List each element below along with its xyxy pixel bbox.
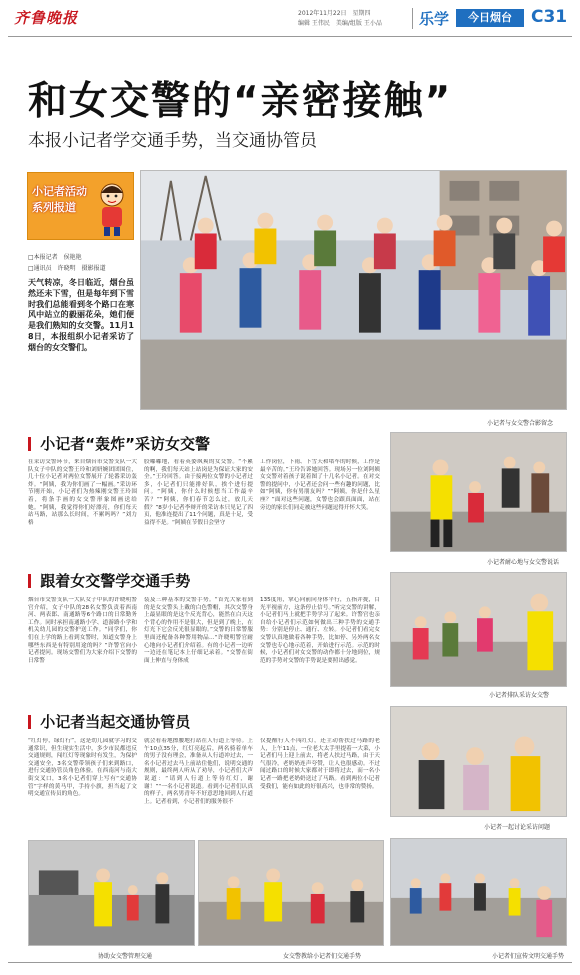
side-caption-3: 小记者一起讨论采访问题 [484,824,551,831]
photographer-credit: □通讯员 许晓明 摄影报道 [28,265,106,272]
side-caption-2: 小记者排队采访女交警 [489,692,550,699]
section-1-col-1: 在采访交警环节，来自烟台市交警支队一大队女子中队的交警王玲和刘妍婉团团围住，几十位小记者对两位女警展开了轮番采访轰炸。“阿姨，我为你们画了一幅画。”采访环节刚开始，小记者们为热辣刚交警王玲围着，将条手画的女交警形象图画送给她。“阿姨，我觉得你们好漂亮，你们每天站马路，站那么长时间，不累吗吗？”刘力格 [28,459,137,526]
reporter-credit: □本报记者 侯艳艳 [28,254,82,261]
section-2-col-1: 烟台市交警支队一大队女子中队的许晓明警官介绍，女子中队的28名女警负责着西南河、两表郎、南通路等6个路口的日常勤务工作。同时承担南通路小学、道游路小学和机关幼儿园的交警护送工作。“同学们，你们在上学的路上看到女警时，知道女警身上哪些东西是有特别用途的吗？”许警官向小记者提问。现场交警们为大家介绍下交警的日常警 [28,597,137,664]
date-line: 2012年11月22日 星期四 [298,10,371,17]
lead-paragraph: 天气转凉，冬日临近，烟台虽然还未下雪，但是每年到下雪时我们总能看到冬个路口在寒风中站立的毅丽花朵，她们便是我们熟知的女交警。11月18日，本报组织小记者采访了烟台的女交警们。 [28,278,134,352]
main-group-photo [140,170,567,410]
bottom-caption-1: 协助女交警管理交通 [98,953,153,960]
section-1-title-text: 小记者“轰炸”采访女交警 [40,435,210,453]
masthead-rule [8,36,572,37]
side-caption-1: 小记者耐心地与女交警说话 [487,559,560,566]
section-1-col-2: 胶嘟嘟地，看着英姿飒爽的女交警。“不累的啊，我们每天站上站岗是为保证大家的安全。”王玲回答。由于接两位女警的小记者过多，小记者们只能排好队，挨个进行提问。“阿姨，你什么时候想当工作最辛苦？”“阿姨，你们春节怎么过，放几天假？”8岁小记者李辩开的采访本只见记了四页，他准连提出了11个问题，真是十足，受益得不是。“阿姨在节假日会坚守 [144,459,253,526]
newspaper-logo: 齐鲁晚报 [14,9,79,27]
main-photo-caption: 小记者与女交警合影留念 [487,420,554,427]
section-1-title [28,433,210,454]
side-photo-3 [390,706,567,817]
section-2-col-3: 135度角，掌心向前向身体平行，五指并拢，目光平视前方，这条停止信号。”听完交警的讲解，小记者们马上就把手势学习了起来。许警官也亲自给小记者们示范如何做出三种手势的交通手势：分别是停止、通行、左转。小记者们看完女交警认真地做着各种手势，比如停、另外两名女交警也专心地示范着，开始进行示范。示范的时候，小记者们对女交警的动作都十分地到位，规范的手势对交警的手势说是要照出感觉。 [260,597,380,664]
side-photo-4 [390,838,567,946]
bottom-photo-2 [198,840,384,946]
section-3-title-text: 小记者当起交通协管员 [40,713,191,731]
section-title-accent [28,437,31,451]
subheadline: 本报小记者学交通手势，当交通协管员 [28,131,317,151]
section-1-col-3: 工作岗位，下雨、下雪天和堵车的时候，工作是最辛苦的。”王玲告诉她回答。现场另一位刘阿姨女交警对着孩子说着图了十几名小记者。在对交警的提问中，小记者还会问一些有趣的问题，比如“阿姨，你有男朋友吗？”“阿姨，你是什么星座？”面对这些问题，女警也会跟真面面，站在旁边的家长们同走被这些问题逗得开怀大笑。 [260,459,380,511]
side-photo-1 [390,432,567,552]
cartoon-child-icon [94,181,130,237]
section-3-col-2: 就会看着地擦腰地打站在人行道上等待。上午10点35分，红灯亮起后，两名骑着单车的男子没有理会，准备从人行道冲过去，一名小记者过去马上前站住他们，说明交通的规则，最终两人听从了劝导，小记者们大声说道：“请到人行道上等待红灯，谢谢！”“一名小记者说道。看到小记者们认真的样子，两名男青年不好意思地回到人行道上。记者看到，小记者们的服务很不 [144,738,253,805]
side-photo-2 [390,572,567,687]
edition-badge: 今日烟台 [456,9,524,27]
bottom-caption-2: 女交警教给小记者们交通手势 [283,953,362,960]
section-title-accent [28,715,31,729]
page-number: C31 [531,7,568,27]
activity-badge [27,172,134,240]
section-2-title-text: 跟着女交警学交通手势 [40,572,191,590]
badge-title-2: 系列报道 [32,201,76,214]
section-3-col-3: 仅提醒行人不闯红灯，还主动帮扶过马路的老人，上午11点，一位老大太手里提着一大菜，小记者们马上迎上前去，将老人扶过马路，由于天气很冷，老奶奶连声夸赞，让人也很感动。不过闻过路口的时候大家都对于即将过去，而一名小记者一路把老奶奶送过了马路。看到两位小记者受我们，能有如此的好很高兴，也非常的赞扬。 [260,738,380,790]
side-caption-4: 小记者们宣传文明交通手势 [492,953,565,960]
headline: 和女交警的“亲密接触” [28,79,453,124]
section-3-title [28,711,190,732]
bottom-photo-1 [28,840,195,946]
editor-line: 编辑 王伟民 美编/组版 王小品 [298,20,382,27]
section-2-title [28,570,190,591]
badge-title-1: 小记者活动 [32,185,87,198]
section-3-col-1: “红灯停，绿灯行”，这是幼儿园就学习的交通常识，但生现实生活中，多少市民都违反交通规则，闯红灯等现象时有发生，为保护交通安全，3名交警带领孩子们来到路口，进行交通协管员角色体验。在西南河与南大街交叉口，3名小记者们穿上写有“交通协管”字样的黄马甲，手持小旗，担当起了文明交通宣传员的角色。 [28,738,137,798]
masthead [0,0,580,38]
section-2-col-2: 装及三种基本的交警手势。“首先大家看到的是女交警头上戴的白色警帽，其次交警身上最显眼的是这个反光背心，能然在白天这个背心的作用不是很大，但是到了晚上，在灯光下它会反光很显眼的。”交警的日常警服里面还配备各种警用物品…“许晓明警官耐心地向小记者们介绍着。有的小记者一边听一边还在笔记本上仔细记录着。“交警在街面上伸直与身体成 [144,597,253,664]
section-title-accent [28,574,31,588]
page-border-rule [8,962,572,963]
section-name: 乐学 [412,8,449,29]
